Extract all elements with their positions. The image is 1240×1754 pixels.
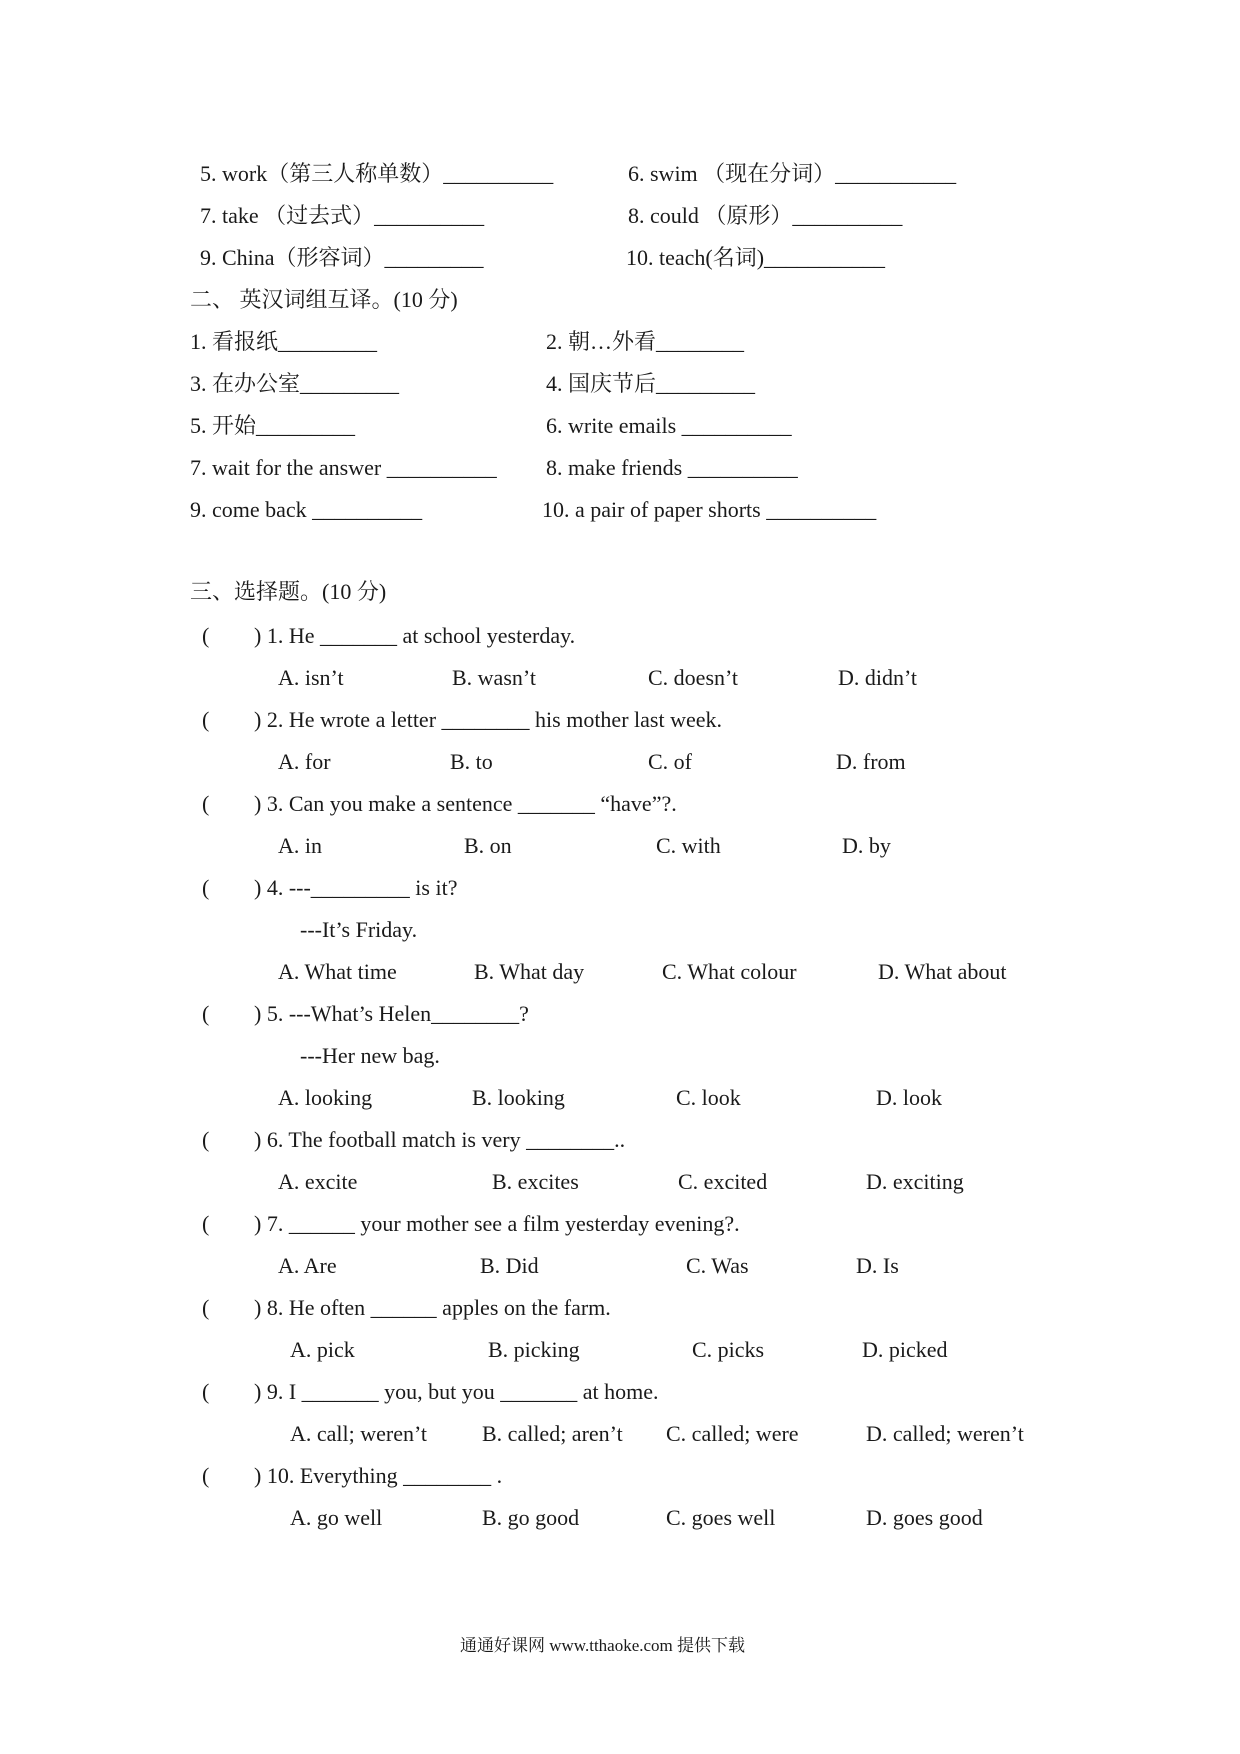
translate-item-4: 4. 国庆节后_________ [546, 371, 756, 396]
q10-option-a: A. go well [290, 1505, 383, 1530]
q3-option-b: B. on [464, 833, 512, 858]
answer-paren-1: ( [202, 623, 210, 648]
question-5: ) 5. ---What’s Helen________? [254, 1001, 529, 1026]
q8-option-a: A. pick [290, 1337, 355, 1362]
q5-option-d: D. look [876, 1085, 942, 1110]
q8-option-c: C. picks [692, 1337, 765, 1362]
translate-item-1: 1. 看报纸_________ [190, 329, 378, 354]
translate-item-5: 5. 开始_________ [190, 413, 356, 438]
section2-heading: 二、 英汉词组互译。(10 分) [190, 287, 458, 312]
translate-item-3: 3. 在办公室_________ [190, 371, 400, 396]
translate-item-6: 6. write emails __________ [546, 413, 792, 438]
q4-option-b: B. What day [474, 959, 585, 984]
q9-option-d: D. called; weren’t [866, 1421, 1024, 1446]
word-form-item-10: 10. teach(名词)___________ [626, 245, 886, 270]
question-1: ) 1. He _______ at school yesterday. [254, 623, 576, 648]
answer-paren-3: ( [202, 791, 210, 816]
q4-option-d: D. What about [878, 959, 1007, 984]
q6-option-b: B. excites [492, 1169, 579, 1194]
question-6: ) 6. The football match is very ________.. [254, 1127, 626, 1152]
question-3: ) 3. Can you make a sentence _______ “have”?. [254, 791, 677, 816]
question-2: ) 2. He wrote a letter ________ his mother last week. [254, 707, 722, 732]
q3-option-c: C. with [656, 833, 721, 858]
answer-paren-7: ( [202, 1211, 210, 1236]
q4-option-c: C. What colour [662, 959, 797, 984]
q7-option-c: C. Was [686, 1253, 749, 1278]
word-form-item-6: 6. swim （现在分词）___________ [628, 161, 957, 186]
q10-option-d: D. goes good [866, 1505, 983, 1530]
q5-option-c: C. look [676, 1085, 741, 1110]
q1-option-a: A. isn’t [278, 665, 344, 690]
translate-item-2: 2. 朝…外看________ [546, 329, 745, 354]
q5-option-a: A. looking [278, 1085, 373, 1110]
answer-paren-5: ( [202, 1001, 210, 1026]
q9-option-c: C. called; were [666, 1421, 799, 1446]
q1-option-c: C. doesn’t [648, 665, 739, 690]
q7-option-d: D. Is [856, 1253, 899, 1278]
q2-option-b: B. to [450, 749, 493, 774]
question-8: ) 8. He often ______ apples on the farm. [254, 1295, 611, 1320]
answer-paren-2: ( [202, 707, 210, 732]
q2-option-a: A. for [278, 749, 331, 774]
section3-heading: 三、选择题。(10 分) [190, 579, 387, 604]
q3-option-a: A. in [278, 833, 322, 858]
q7-option-a: A. Are [278, 1253, 337, 1278]
q8-option-d: D. picked [862, 1337, 948, 1362]
answer-paren-6: ( [202, 1127, 210, 1152]
question-10: ) 10. Everything ________ . [254, 1463, 503, 1488]
word-form-item-7: 7. take （过去式）__________ [200, 203, 485, 228]
word-form-item-5: 5. work（第三人称单数）__________ [200, 161, 554, 186]
translate-item-10: 10. a pair of paper shorts __________ [542, 497, 877, 522]
q5-dialogue-answer: ---Her new bag. [300, 1043, 440, 1068]
q5-option-b: B. looking [472, 1085, 565, 1110]
q2-option-d: D. from [836, 749, 906, 774]
question-9: ) 9. I _______ you, but you _______ at home. [254, 1379, 659, 1404]
q1-option-b: B. wasn’t [452, 665, 536, 690]
q3-option-d: D. by [842, 833, 891, 858]
q10-option-b: B. go good [482, 1505, 580, 1530]
answer-paren-4: ( [202, 875, 210, 900]
q9-option-a: A. call; weren’t [290, 1421, 428, 1446]
q1-option-d: D. didn’t [838, 665, 918, 690]
translate-item-8: 8. make friends __________ [546, 455, 798, 480]
q4-option-a: A. What time [278, 959, 397, 984]
q9-option-b: B. called; aren’t [482, 1421, 623, 1446]
page-footer: 通通好课网 www.tthaoke.com 提供下载 [460, 1636, 746, 1655]
answer-paren-10: ( [202, 1463, 210, 1488]
question-4: ) 4. ---_________ is it? [254, 875, 458, 900]
q10-option-c: C. goes well [666, 1505, 776, 1530]
question-7: ) 7. ______ your mother see a film yesterday evening?. [254, 1211, 740, 1236]
q8-option-b: B. picking [488, 1337, 580, 1362]
translate-item-9: 9. come back __________ [190, 497, 423, 522]
q6-option-d: D. exciting [866, 1169, 964, 1194]
q4-dialogue-answer: ---It’s Friday. [300, 917, 418, 942]
word-form-item-8: 8. could （原形）__________ [628, 203, 903, 228]
q6-option-c: C. excited [678, 1169, 768, 1194]
answer-paren-9: ( [202, 1379, 210, 1404]
q2-option-c: C. of [648, 749, 692, 774]
answer-paren-8: ( [202, 1295, 210, 1320]
q6-option-a: A. excite [278, 1169, 358, 1194]
q7-option-b: B. Did [480, 1253, 539, 1278]
word-form-item-9: 9. China（形容词）_________ [200, 245, 484, 270]
translate-item-7: 7. wait for the answer __________ [190, 455, 497, 480]
